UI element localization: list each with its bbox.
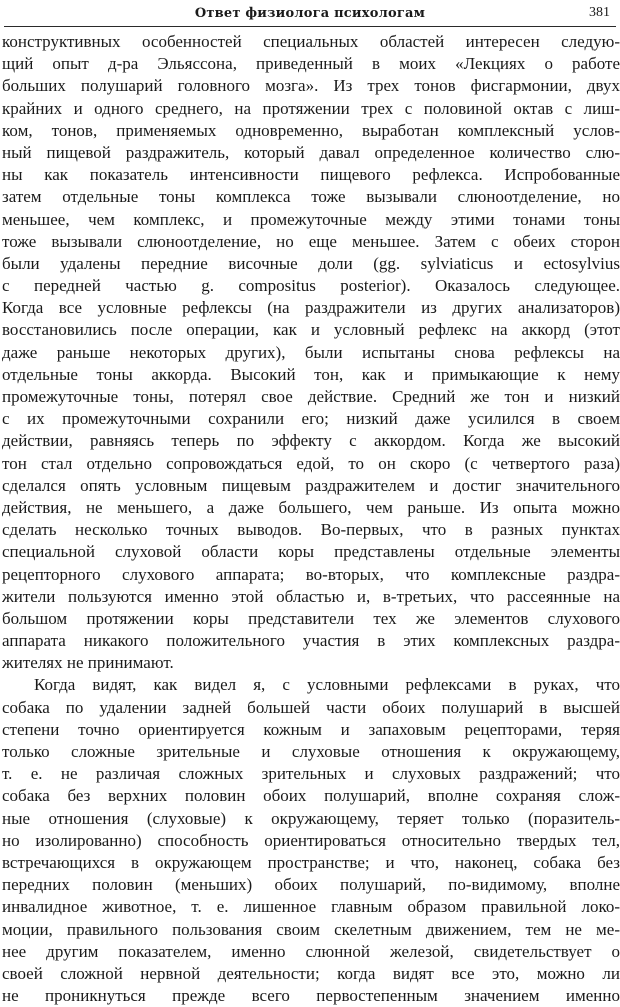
text-line: сделать несколько точных выводов. Во-первых, что в разных пунктах [2,520,620,540]
text-line: специальной слуховой области коры представлены отдельные элементы [2,542,620,562]
text-line: жители пользуются именно этой областью и, в-третьих, что рассеянные на [2,586,620,606]
text-line: жителях не принимают. [2,653,174,673]
text-line: ные отношения (слуховые) к окружающему, теряет только (поразитель- [2,808,620,828]
text-line: больших полушарий головного мозга». Из трех тонов фисгармонии, двух [2,76,620,96]
page-number: 381 [589,5,610,20]
text-line: аппарата никакого положительного участия в этих комплексных раздра- [2,631,620,651]
text-line: меньшее, чем комплекс, и промежуточные между этими тонами тоны [2,209,620,229]
text-line: ны как показатель интенсивности пищевого рефлекса. Испробованные [2,165,620,185]
body-text [2,31,620,1007]
text-line: рецепторного слухового аппарата; во-вторых, что комплексные раздра- [2,564,620,584]
text-line: моции, правильного пользования своим скелетным движением, тем не ме- [2,919,620,939]
text-line: передних половин (меньших) обоих полушарий, по-видимому, вполне [2,875,620,895]
text-line: собака по удалении задней большей части обоих полушарий в высшей [2,697,620,717]
text-line: действия, не меньшего, а даже большего, чем раньше. Из опыта можно [2,497,620,517]
text-line: степени точно ориентируется кожным и запаховым рецепторами, теряя [2,719,620,739]
text-line: тоже вызывали слюноотделение, но еще меньшее. Затем с обеих сторон [2,231,620,251]
text-line: только сложные зрительные и слуховые отношения к окружающему, [2,742,620,761]
text-line: промежуточные тоны, потерял свое действие. Средний же тон и низкий [2,387,620,406]
text-line: своей сложной нервной деятельности; когда видят все это, можно ли [2,963,620,983]
text-line: тон стал отдельно сопровождаться едой, то он скоро (с четвертого раза) [2,453,620,473]
text-line: нее другим показателем, именно слюнной железой, свидетельствует о [2,941,620,961]
text-line: действии, равняясь теперь по эффекту с аккордом. Когда же высокий [2,431,620,451]
text-line: крайних и одного среднего, на протяжении трех с половиной октав с лиш- [2,98,620,118]
text-line: даже раньше некоторых других), были испытаны снова рефлексы на [2,342,620,362]
text-line: отдельные тоны аккорда. Высокий тон, как и примыкающие к нему [2,364,620,384]
text-line: ком, тонов, применяемых одновременно, выработан комплексный услов- [2,120,620,140]
page-header [4,4,616,27]
text-line: сделался опять условным пищевым раздражителем и достиг значительного [2,475,620,495]
text-line: с передней частью g. compositus posterior). Оказалось следующее. [2,276,620,296]
text-line: собака без верхних половин обоих полушарий, вполне сохраняя слож- [2,786,620,806]
text-line: встречающихся в окружающем пространстве; и что, наконец, собака без [2,852,620,872]
text-line: были удалены передние височные доли (gg. sylviaticus и ectosylvius [2,253,620,273]
text-line: с их промежуточными сохранили его; низкий даже усилился в своем [2,409,620,429]
text-line: но изолированно) способность ориентироваться относительно твердых тел, [2,830,620,850]
text-line: Когда видят, как видел я, с условными рефлексами в руках, что [34,675,620,695]
text-line: затем отдельные тоны комплекса тоже вызывали слюноотделение, но [2,187,620,207]
text-line: не проникнуться прежде всего первостепенным значением именно [2,986,620,1006]
text-line: т. е. не различая сложных зрительных и слуховых раздражений; что [2,764,620,784]
text-line: конструктивных особенностей специальных областей интересен следую- [2,32,620,51]
text-line: Когда все условные рефлексы (на раздражители из других анализаторов) [2,298,620,318]
text-line: большом протяжении коры представители тех же элементов слухового [2,608,620,628]
text-line: восстановились после операции, как и условный рефлекс на аккорд (этот [2,320,620,340]
text-line: ный пищевой раздражитель, который давал определенное количество слю- [2,142,620,162]
text-line: инвалидное животное, т. е. лишенное главным образом правильной локо- [2,897,620,917]
text-line: щий опыт д-ра Эльяссона, приведенный в моих «Лекциях о работе [2,54,620,74]
running-title: Ответ физиолога психологам [194,6,426,21]
